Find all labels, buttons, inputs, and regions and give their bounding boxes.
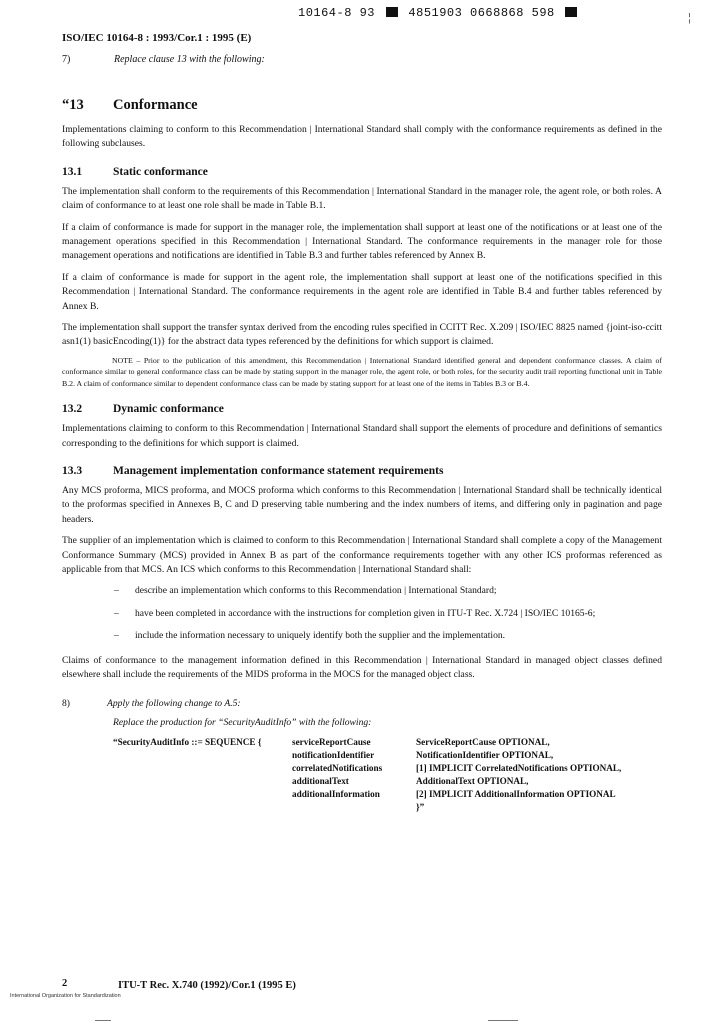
asn1-type: [1] IMPLICIT CorrelatedNotifications OPTIONAL, bbox=[416, 763, 622, 774]
subclause-heading-13-3 bbox=[62, 465, 662, 477]
paragraph: The implementation shall conform to the requirements of this Recommendation | International Standard in the manager role, the agent role, or both roles. A claim of conformance to at least one role shall be made in Table B.1. bbox=[62, 185, 662, 212]
asn1-type: AdditionalText OPTIONAL, bbox=[416, 776, 529, 787]
instruction-7 bbox=[62, 54, 662, 65]
clause-title: Conformance bbox=[113, 97, 198, 113]
footer-recommendation: ITU-T Rec. X.740 (1992)/Cor.1 (1995 E) bbox=[118, 980, 296, 991]
asn1-type: ServiceReportCause OPTIONAL, bbox=[416, 737, 550, 748]
asn1-field: additionalText bbox=[292, 776, 349, 787]
list-item-text: have been completed in accordance with the instructions for completion given in ITU-T Rec. X.724 | ISO/IEC 10165-6; bbox=[135, 607, 596, 619]
asn1-row bbox=[113, 749, 662, 762]
subclause-title: Static conformance bbox=[113, 165, 208, 178]
document-page bbox=[62, 32, 662, 814]
subclause-heading-13-2 bbox=[62, 403, 662, 415]
dash-mark: – bbox=[114, 630, 119, 642]
clause-heading bbox=[62, 97, 662, 114]
scan-barcode-header bbox=[298, 6, 580, 20]
dash-mark: – bbox=[114, 607, 119, 619]
asn1-type: NotificationIdentifier OPTIONAL, bbox=[416, 750, 554, 761]
asn1-row bbox=[113, 775, 662, 788]
asn1-field: additionalInformation bbox=[292, 789, 380, 800]
clause-number: “13 bbox=[62, 97, 84, 113]
barcode-code-part2: 4851903 0668868 598 bbox=[408, 6, 555, 20]
paragraph: Implementations claiming to conform to this Recommendation | International Standard shall support the elements of procedure and definitions of semantics corresponding to the definitions for which support is claimed. bbox=[62, 423, 662, 449]
asn1-definition bbox=[113, 736, 662, 814]
asn1-field: correlatedNotifications bbox=[292, 763, 383, 774]
instruction-8 bbox=[62, 698, 662, 709]
dash-mark: – bbox=[114, 585, 119, 597]
page-footer bbox=[10, 978, 570, 1008]
requirements-list bbox=[62, 584, 662, 643]
subclause-title: Dynamic conformance bbox=[113, 403, 224, 416]
asn1-type: [2] IMPLICIT AdditionalInformation OPTIONAL bbox=[416, 789, 616, 800]
barcode-block-mark bbox=[386, 7, 398, 17]
scan-artifact-line bbox=[488, 1020, 518, 1021]
scan-artifact-line bbox=[95, 1020, 111, 1021]
asn1-row bbox=[113, 762, 662, 775]
edge-mark: ¦ bbox=[688, 12, 691, 24]
asn1-row bbox=[113, 801, 662, 814]
paragraph: The implementation shall support the transfer syntax derived from the encoding rules specified in CCITT Rec. X.209 | ISO/IEC 8825 named {joint-iso-ccitt asn1(1) basicEncoding(1)} for the abstract data types referenced by the definitions for which support is claimed. bbox=[62, 322, 662, 348]
subclause-title: Management implementation conformance statement requirements bbox=[113, 464, 444, 477]
instruction-number: 8) bbox=[62, 698, 70, 710]
list-item bbox=[62, 584, 662, 598]
asn1-row bbox=[113, 788, 662, 801]
asn1-close: }” bbox=[416, 802, 425, 813]
footer-organization: International Organization for Standardization bbox=[10, 993, 121, 999]
note-paragraph: NOTE – Prior to the publication of this amendment, this Recommendation | International Standard identified general and dependent conformance classes. A claim of conformance similar to general conformance class can be made by stating support in the manager role, the agent role, or both roles, for the security audit trail reporting functional unit in Table B.2. A claim of conformance similar to dependent conformance class can be made by stating support for at least one of the items in Tables B.3 or B.4. bbox=[62, 355, 662, 388]
subclause-heading-13-1 bbox=[62, 166, 662, 178]
barcode-block-mark bbox=[565, 7, 577, 17]
instruction-number: 7) bbox=[62, 54, 71, 65]
asn1-row bbox=[113, 736, 662, 749]
list-item bbox=[62, 629, 662, 643]
instruction-text: Apply the following change to A.5: bbox=[107, 698, 241, 710]
list-item bbox=[62, 607, 662, 621]
paragraph: If a claim of conformance is made for support in the manager role, the implementation shall support at least one of the notifications or at least one of the management operations specified in this Recommendation | International Standard. The conformance requirements in the manager role for those management operations and notifications are identified in Table B.3 and further tables referenced by Annex B. bbox=[62, 221, 662, 262]
paragraph: The supplier of an implementation which is claimed to conform to this Recommendation | International Standard shall complete a copy of the Management Conformance Summary (MCS) provided in Annex B as part of the conformance requirements together with any other ICS proformas referenced as applicable from that MCS. An ICS which conforms to this Recommendation | International Standard shall: bbox=[62, 535, 662, 575]
list-item-text: include the information necessary to uniquely identify both the supplier and the implementation. bbox=[135, 630, 506, 642]
barcode-code-part1: 10164-8 93 bbox=[298, 6, 376, 20]
document-reference: ISO/IEC 10164-8 : 1993/Cor.1 : 1995 (E) bbox=[62, 32, 252, 44]
subclause-number: 13.3 bbox=[62, 464, 83, 477]
subclause-number: 13.2 bbox=[62, 403, 83, 416]
asn1-head: “SecurityAuditInfo ::= SEQUENCE { bbox=[113, 737, 262, 748]
asn1-field: notificationIdentifier bbox=[292, 750, 375, 761]
asn1-field: serviceReportCause bbox=[292, 737, 371, 748]
list-item-text: describe an implementation which conforms to this Recommendation | International Standard; bbox=[135, 585, 497, 597]
paragraph: Claims of conformance to the management information defined in this Recommendation | International Standard in managed object classes defined elsewhere shall include the requirements of the MIDS proforma in the MOCS for the managed object class. bbox=[62, 654, 662, 680]
replace-instruction: Replace the production for “SecurityAuditInfo” with the following: bbox=[113, 717, 372, 729]
page-number: 2 bbox=[62, 978, 68, 989]
subclause-number: 13.1 bbox=[62, 165, 83, 178]
clause-intro-paragraph: Implementations claiming to conform to this Recommendation | International Standard shall comply with the conformance requirements as defined in the following subclauses. bbox=[62, 124, 662, 150]
paragraph: If a claim of conformance is made for support in the agent role, the implementation shall support at least one of the notifications specified in this Recommendation | International Standard. The conformance requirements in the agent role are identified in Table B.4 and further tables referenced by Annex B. bbox=[62, 271, 662, 312]
paragraph: Any MCS proforma, MICS proforma, and MOCS proforma which conforms to this Recommendation | International Standard shall be technically identical to the proformas specified in Annexes B, C and D preserving table numbering and the index numbers of items, and differing only in pagination and page headers. bbox=[62, 484, 662, 525]
instruction-text: Replace clause 13 with the following: bbox=[114, 54, 265, 65]
